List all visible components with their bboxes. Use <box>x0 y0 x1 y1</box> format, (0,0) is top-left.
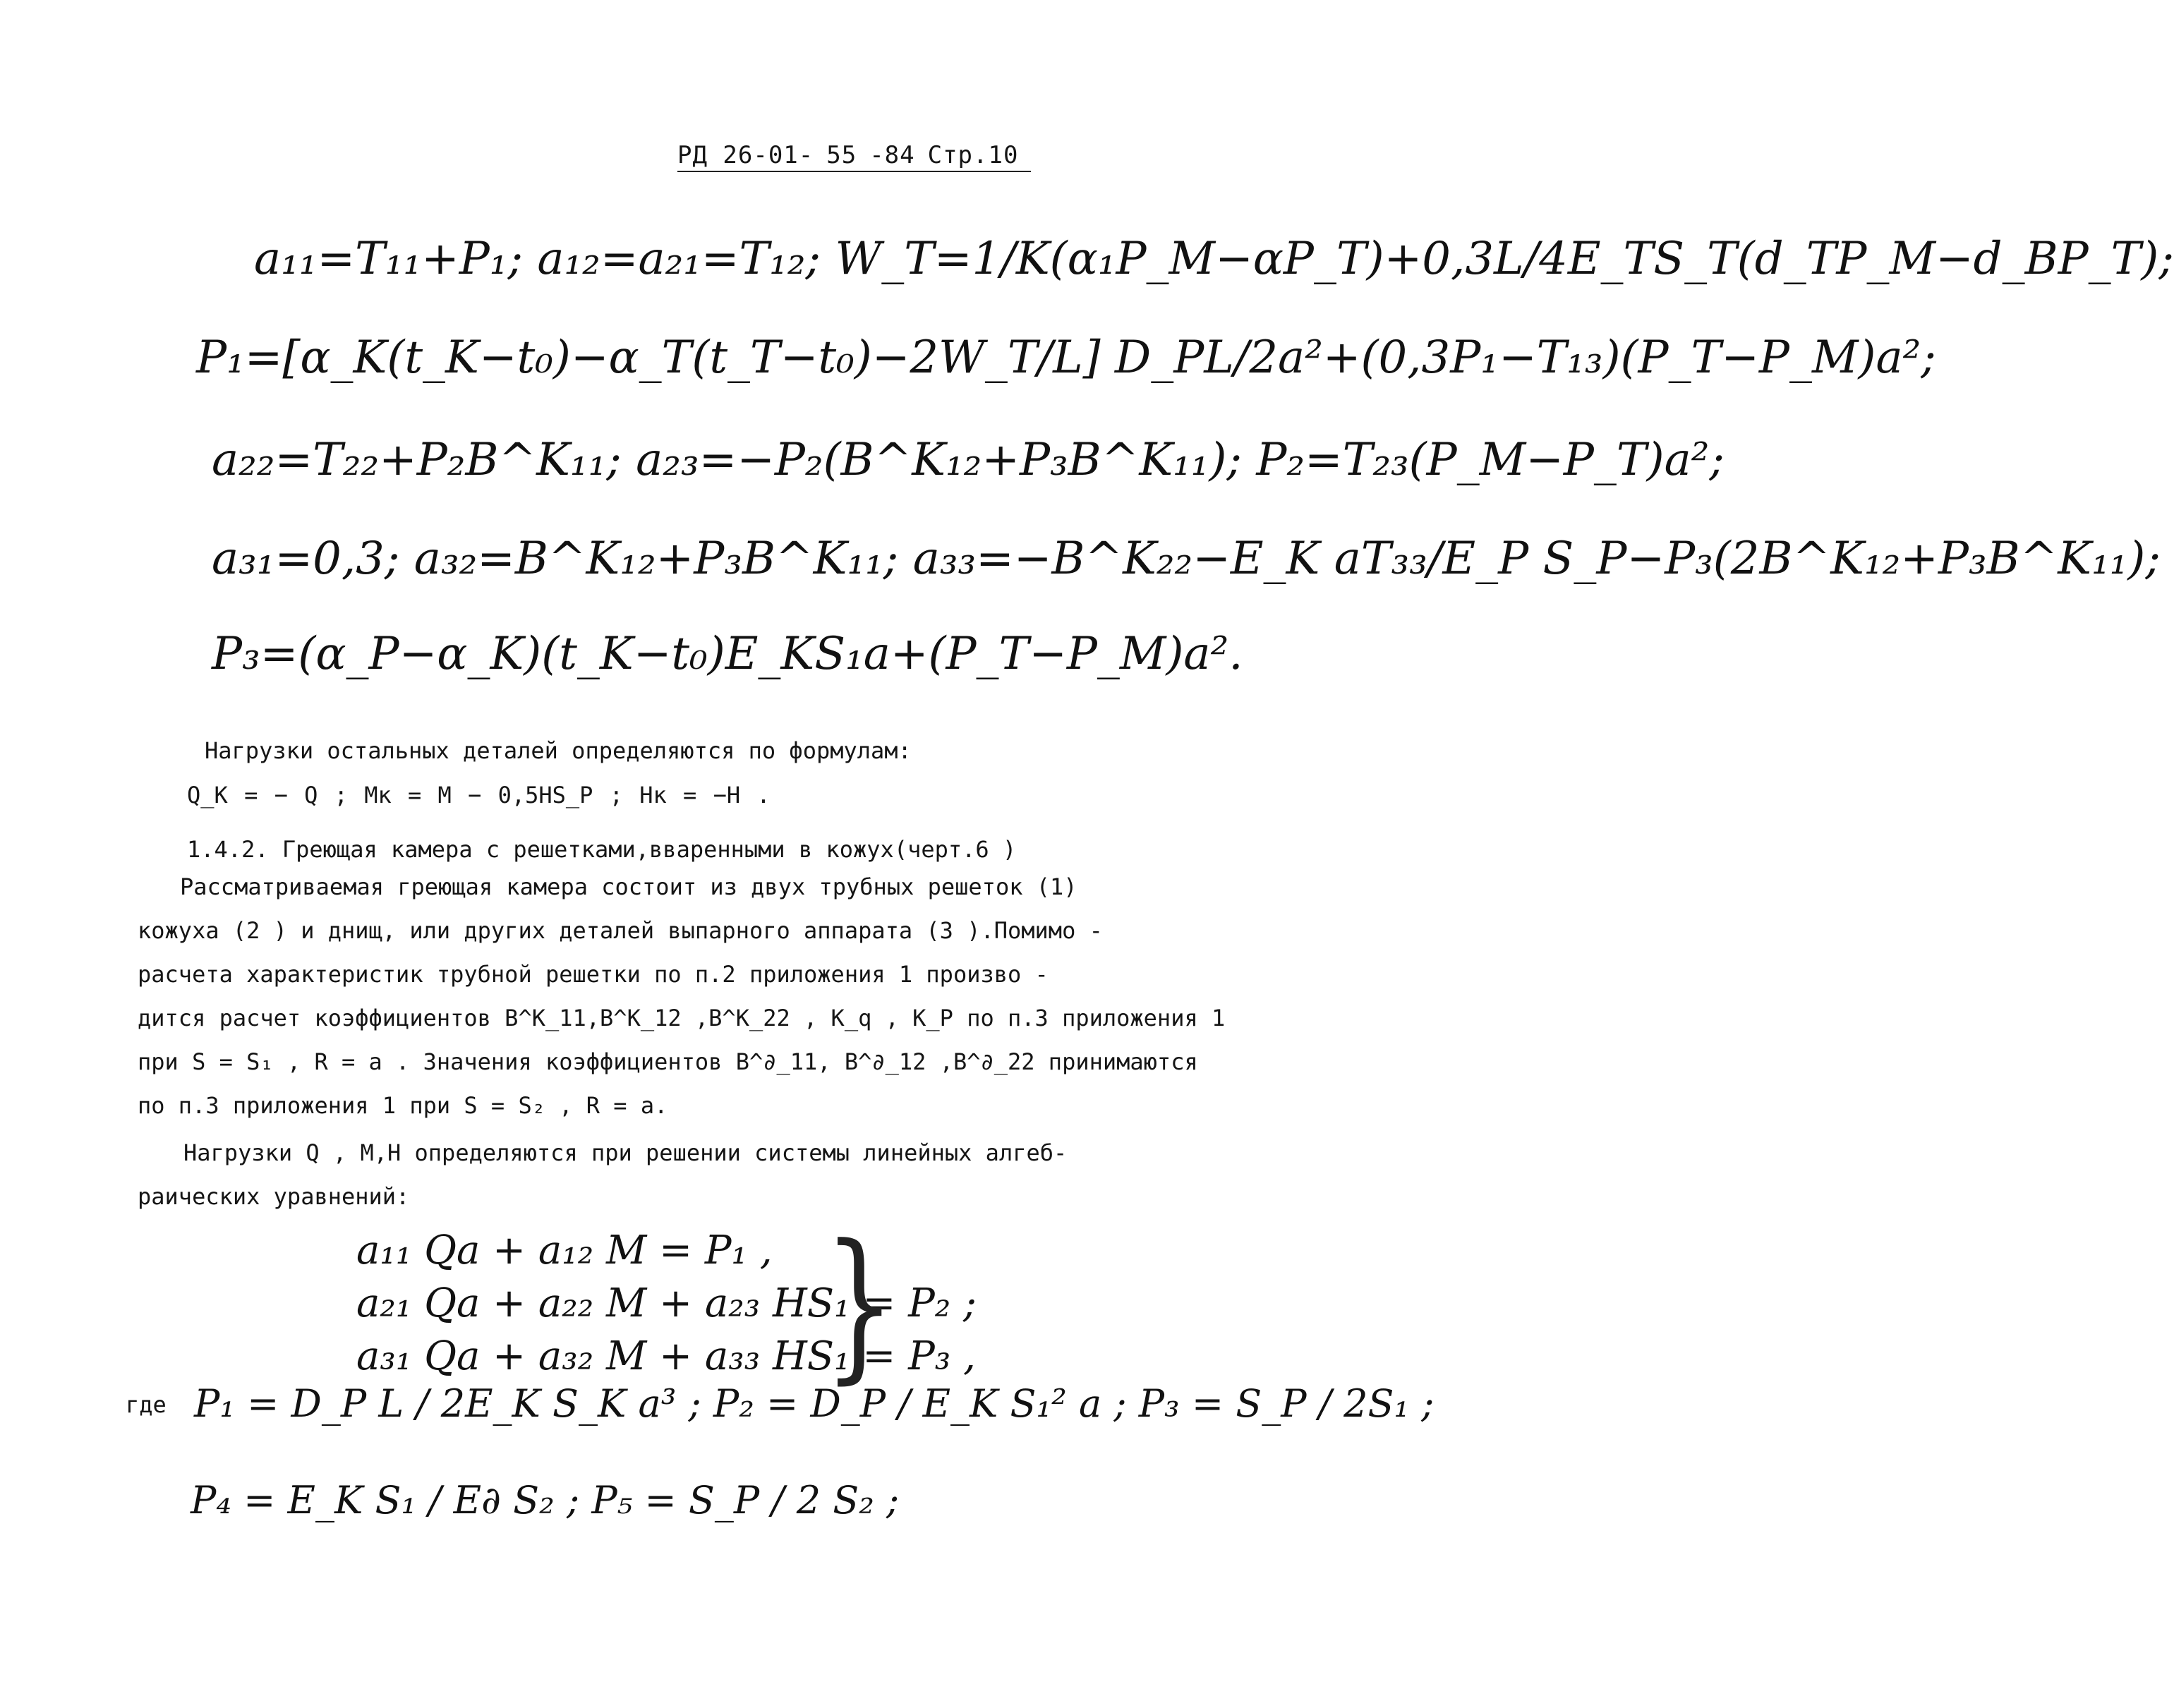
system-brace: } <box>823 1211 896 1399</box>
section-heading: 1.4.2. Греющая камера с решетками,вваренными в кожух(черт.6 ) <box>187 836 1017 863</box>
page-number: Стр.10 <box>927 141 1019 169</box>
formula-coefficients-1: a₁₁=T₁₁+P₁; a₁₂=a₂₁=T₁₂; W_T=1/K(α₁P_M−αP_T)+0,3L/4E_TS_T(d_TP_M−d_BP_T); <box>254 233 2174 285</box>
paragraph-line: Нагрузки Q , M,H определяются при решении системы линейных алгеб- <box>183 1139 1068 1166</box>
where-label: где <box>126 1391 167 1418</box>
doc-code: РД 26-01- <box>677 141 814 169</box>
definitions-p4-p5: P₄ = E_K S₁ / E∂ S₂ ; P₅ = S_P / 2 S₂ ; <box>191 1478 900 1522</box>
paragraph-line: раических уравнений: <box>138 1183 410 1210</box>
paragraph-line: дится расчет коэффициентов B^K_11,B^K_12 ,B^K_22 , K_q , K_P по п.3 приложения 1 <box>138 1005 1226 1031</box>
formula-coefficients-3: a₃₁=0,3; a₃₂=B^K₁₂+P₃B^K₁₁; a₃₃=−B^K₂₂−E_K aT₃₃/E_P S_P−P₃(2B^K₁₂+P₃B^K₁₁); <box>212 533 2161 585</box>
paragraph-line: при S = S₁ , R = a . Значения коэффициентов B^∂_11, B^∂_12 ,B^∂_22 принимаются <box>138 1048 1198 1075</box>
formula-p3: P₃=(α_P−α_K)(t_K−t₀)E_KS₁a+(P_T−P_M)a². <box>212 628 1243 680</box>
paragraph-line: кожуха (2 ) и днищ, или других деталей выпарного аппарата (3 ).Помимо - <box>138 917 1103 944</box>
paragraph-line: Рассматриваемая греющая камера состоит из двух трубных решеток (1) <box>180 873 1077 900</box>
definitions-p1-p3: P₁ = D_P L / 2E_K S_K a³ ; P₂ = D_P / E_K S₁² a ; P₃ = S_P / 2S₁ ; <box>194 1381 1435 1426</box>
paragraph-line: расчета характеристик трубной решетки по п.2 приложения 1 произво - <box>138 961 1049 988</box>
equation-line: a₁₁ Qa + a₁₂ M = P₁ , <box>356 1228 773 1273</box>
page-header <box>677 141 1031 172</box>
paragraph-line: по п.3 приложения 1 при S = S₂ , R = a. <box>138 1092 668 1119</box>
equation-line: a₃₁ Qa + a₃₂ M + a₃₃ HS₁ = P₃ , <box>356 1333 976 1379</box>
loads-intro: Нагрузки остальных деталей определяются по формулам: <box>205 737 912 764</box>
doc-year: -84 <box>869 141 915 169</box>
doc-number: 55 <box>826 141 857 169</box>
loads-formula: Q_K = − Q ; Mк = M − 0,5HS_P ; Hк = −H . <box>187 782 771 808</box>
formula-coefficients-2: a₂₂=T₂₂+P₂B^K₁₁; a₂₃=−P₂(B^K₁₂+P₃B^K₁₁); P₂=T₂₃(P_M−P_T)a²; <box>212 434 1725 486</box>
equation-line: a₂₁ Qa + a₂₂ M + a₂₃ HS₁ = P₂ ; <box>356 1280 977 1326</box>
formula-p1: P₁=[α_K(t_K−t₀)−α_T(t_T−t₀)−2W_T/L] D_PL/2a²+(0,3P₁−T₁₃)(P_T−P_M)a²; <box>196 332 1936 384</box>
paragraph-description <box>138 873 1226 1136</box>
paragraph-system-intro <box>138 1139 1076 1227</box>
